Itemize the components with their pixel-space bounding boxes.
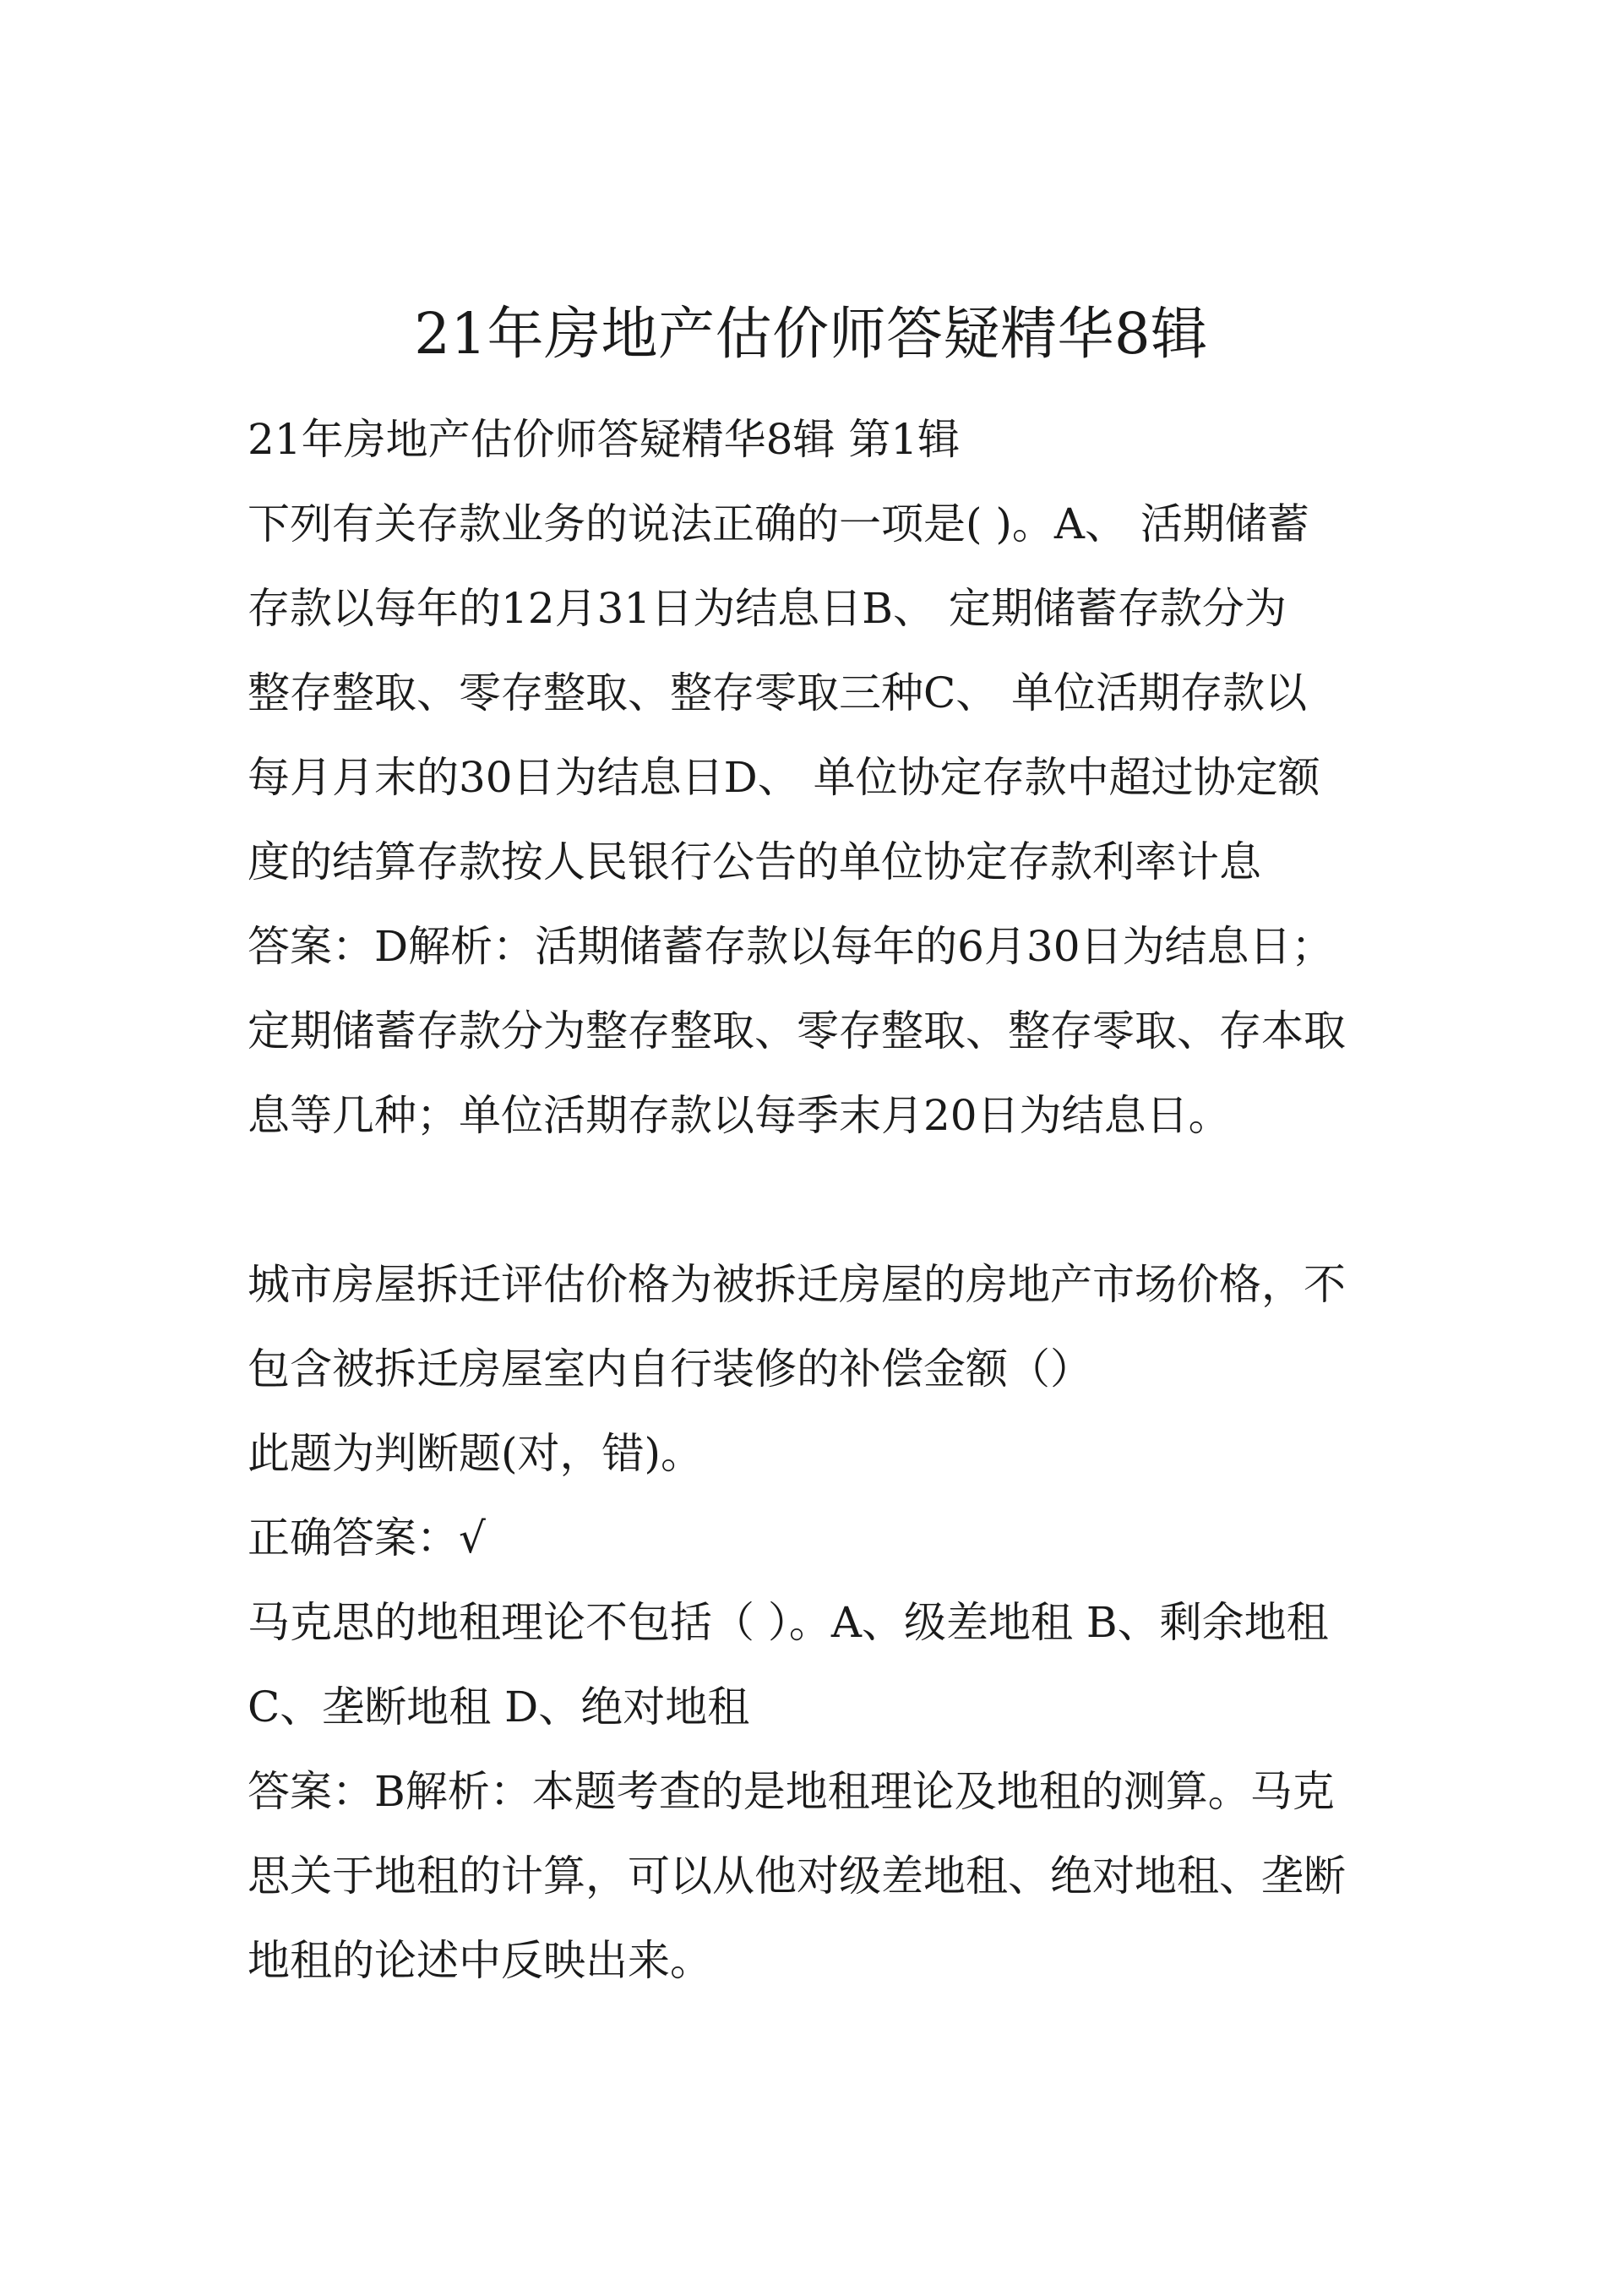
question-3-line: 马克思的地租理论不包括（ ）。A、级差地租 B、剩余地租 [248, 1598, 1329, 1647]
answer-3-line: 思关于地租的计算，可以从他对级差地租、绝对地租、垄断 [248, 1852, 1346, 1901]
question-1-line: 整存整取、零存整取、整存零取三种C、 单位活期存款以 [248, 668, 1308, 717]
question-1-line: 存款以每年的12月31日为结息日B、 定期储蓄存款分为 [248, 584, 1287, 633]
document-title: 21年房地产估价师答疑精华8辑 [414, 300, 1208, 367]
section-heading: 21年房地产估价师答疑精华8辑 第1辑 [248, 415, 961, 464]
question-2-type: 此题为判断题(对，错)。 [248, 1429, 704, 1478]
answer-1-line: 答案：D解析：活期储蓄存款以每年的6月30日为结息日； [248, 922, 1334, 971]
answer-3-line: 答案：B解析：本题考查的是地租理论及地租的测算。马克 [248, 1767, 1335, 1816]
paragraph-gap [248, 1158, 1384, 1242]
answer-1-line: 息等几种；单位活期存款以每季末月20日为结息日。 [248, 1091, 1231, 1140]
question-3-line: C、垄断地租 D、绝对地租 [248, 1682, 750, 1732]
answer-1-line: 定期储蓄存款分为整存整取、零存整取、整存零取、存本取 [248, 1006, 1346, 1055]
question-1-line: 度的结算存款按人民银行公告的单位协定存款利率计息 [248, 837, 1261, 886]
question-1-line: 每月月末的30日为结息日D、 单位协定存款中超过协定额 [248, 753, 1320, 802]
question-2-line: 包含被拆迁房屋室内自行装修的补偿金额（） [248, 1344, 1092, 1393]
question-1-line: 下列有关存款业务的说法正确的一项是( )。A、 活期储蓄 [248, 499, 1309, 548]
document-body [248, 397, 1384, 2003]
answer-3-line: 地租的论述中反映出来。 [248, 1936, 712, 1985]
answer-2-line: 正确答案：√ [248, 1513, 486, 1562]
question-2-line: 城市房屋拆迁评估价格为被拆迁房屋的房地产市场价格，不 [248, 1260, 1346, 1309]
